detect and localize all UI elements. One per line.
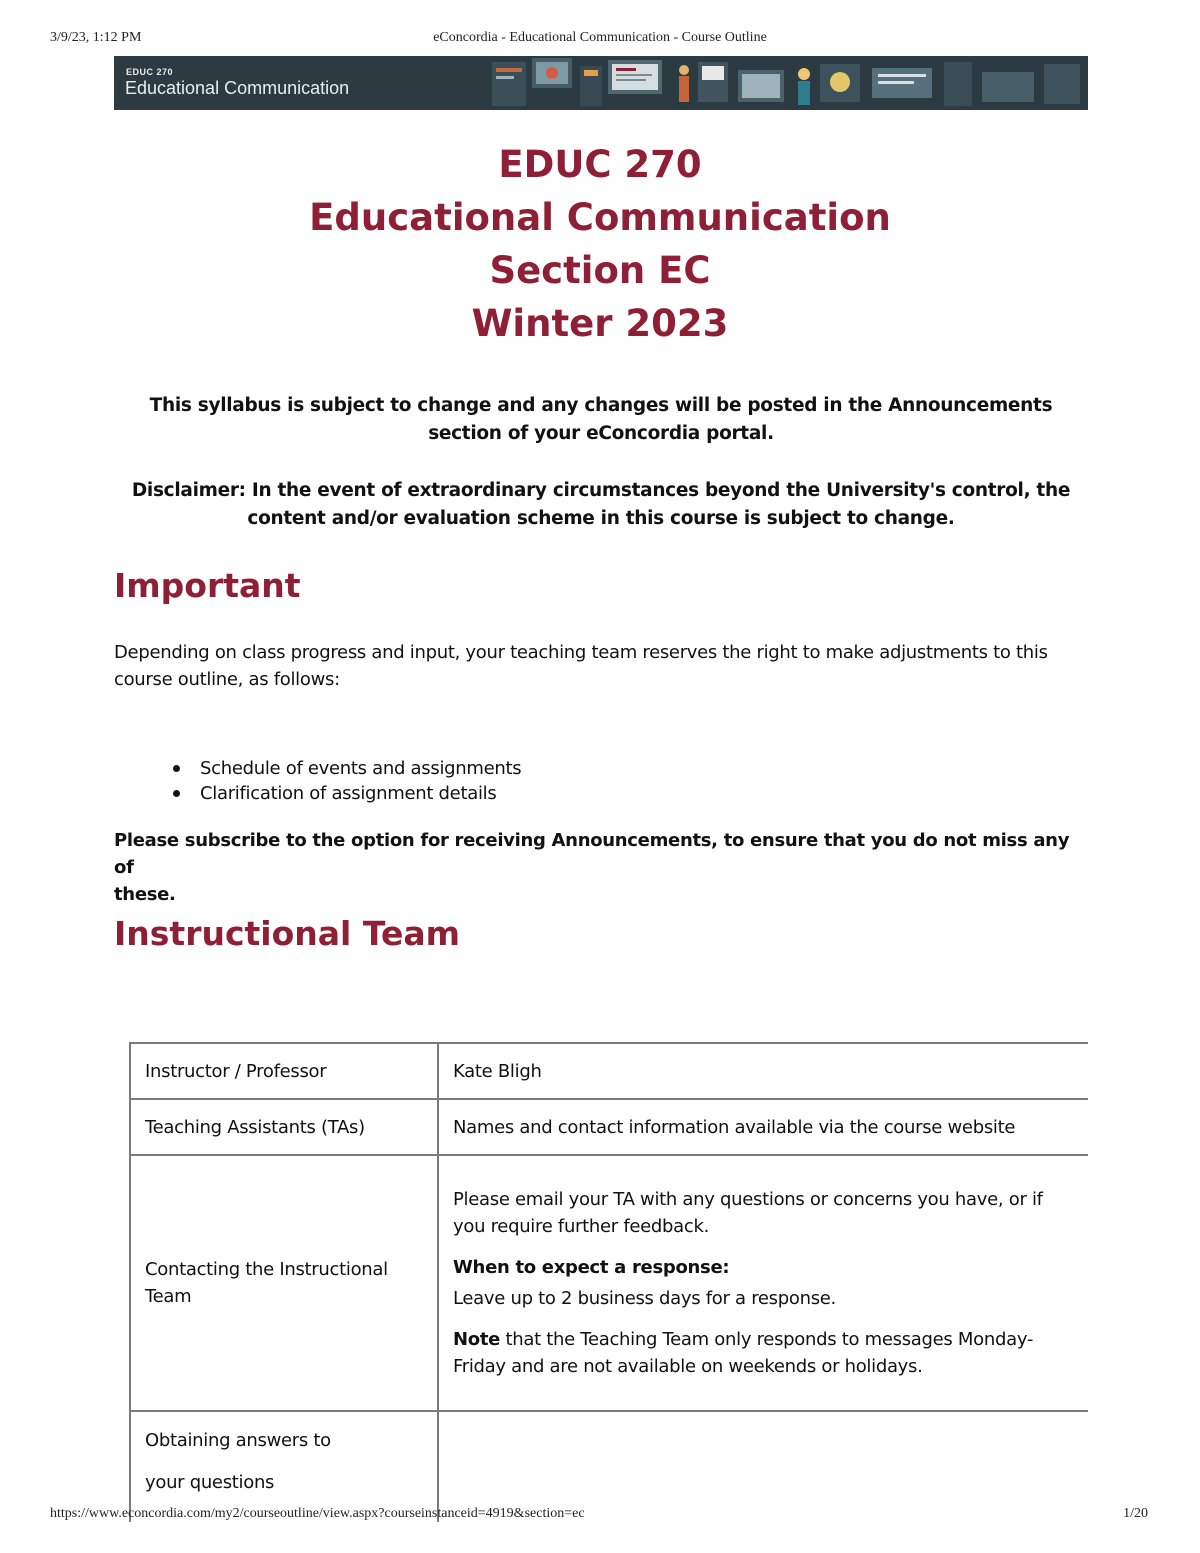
important-intro-line2: course outline, as follows: [114,669,340,690]
important-intro [114,639,1088,693]
disclaimer-line1: Disclaimer: In the event of extraordinary circumstances beyond the University's control, the [131,480,1071,501]
disclaimer-line2: content and/or evaluation scheme in this course is subject to change. [247,508,955,529]
email-instruction-line2: you require further feedback. [453,1216,710,1237]
table-label-cell [130,1155,438,1411]
contact-label-line2: Team [145,1286,192,1307]
availability-note-line1 [453,1326,1074,1353]
table-label-cell: Teaching Assistants (TAs) [130,1099,438,1155]
contact-label-line1: Contacting the Instructional [145,1259,388,1280]
table-value-cell: Names and contact information available via the course website [438,1099,1088,1155]
course-banner [114,56,1088,110]
table-row [130,1155,1088,1411]
important-heading: Important [114,566,301,605]
table-label-cell: Instructor / Professor [130,1043,438,1099]
note-label: Note [453,1329,501,1350]
syllabus-notice-line2: section of your eConcordia portal. [428,423,774,444]
response-heading: When to expect a response: [453,1257,730,1278]
response-text: Leave up to 2 business days for a response. [453,1288,836,1309]
instructional-team-heading: Instructional Team [114,914,461,953]
subscribe-note [114,827,1088,908]
availability-note-line2: Friday and are not available on weekends or holidays. [453,1356,923,1377]
syllabus-notice [114,392,1088,448]
banner-course-code: EDUC 270 [126,67,174,77]
questions-label-line1: Obtaining answers to [145,1430,331,1451]
print-url: https://www.econcordia.com/my2/courseoutline/view.aspx?courseinstanceid=4919&section=ec [50,1506,585,1521]
subscribe-note-line2: these. [114,884,176,905]
banner-course-name: Educational Communication [125,78,350,98]
note-text: that the Teaching Team only responds to messages Monday- [500,1329,1034,1350]
table-row [130,1099,1088,1155]
print-footer [0,1506,1200,1526]
print-header [0,30,1200,50]
title-course-name: Educational Communication [309,196,891,239]
table-value-cell: Kate Bligh [438,1043,1088,1099]
subscribe-note-line1: Please subscribe to the option for receiving Announcements, to ensure that you do not miss any of [114,830,1070,878]
email-instruction-line1: Please email your TA with any questions or concerns you have, or if [453,1189,1043,1210]
course-title-block [0,138,1200,350]
banner-illustration [484,56,1088,110]
print-datetime: 3/9/23, 1:12 PM [50,30,142,45]
questions-label-line2: your questions [145,1472,275,1493]
syllabus-notice-line1: This syllabus is subject to change and any changes will be posted in the Announcements [149,395,1053,416]
print-page-title: eConcordia - Educational Communication - Course Outline [433,30,767,45]
important-intro-line1: Depending on class progress and input, your teaching team reserves the right to make adjustments to this [114,642,1048,663]
list-item: Clarification of assignment details [114,781,1014,806]
title-section: Section EC [489,249,711,292]
title-term: Winter 2023 [471,302,729,345]
table-value-cell [438,1155,1088,1411]
table-row [130,1043,1088,1099]
page-number: 1/20 [1123,1506,1148,1521]
instructional-team-table [129,1042,1088,1522]
disclaimer-notice [114,477,1088,533]
list-item: Schedule of events and assignments [114,756,1014,781]
adjustments-list [114,756,1014,806]
title-course-code: EDUC 270 [498,143,702,186]
